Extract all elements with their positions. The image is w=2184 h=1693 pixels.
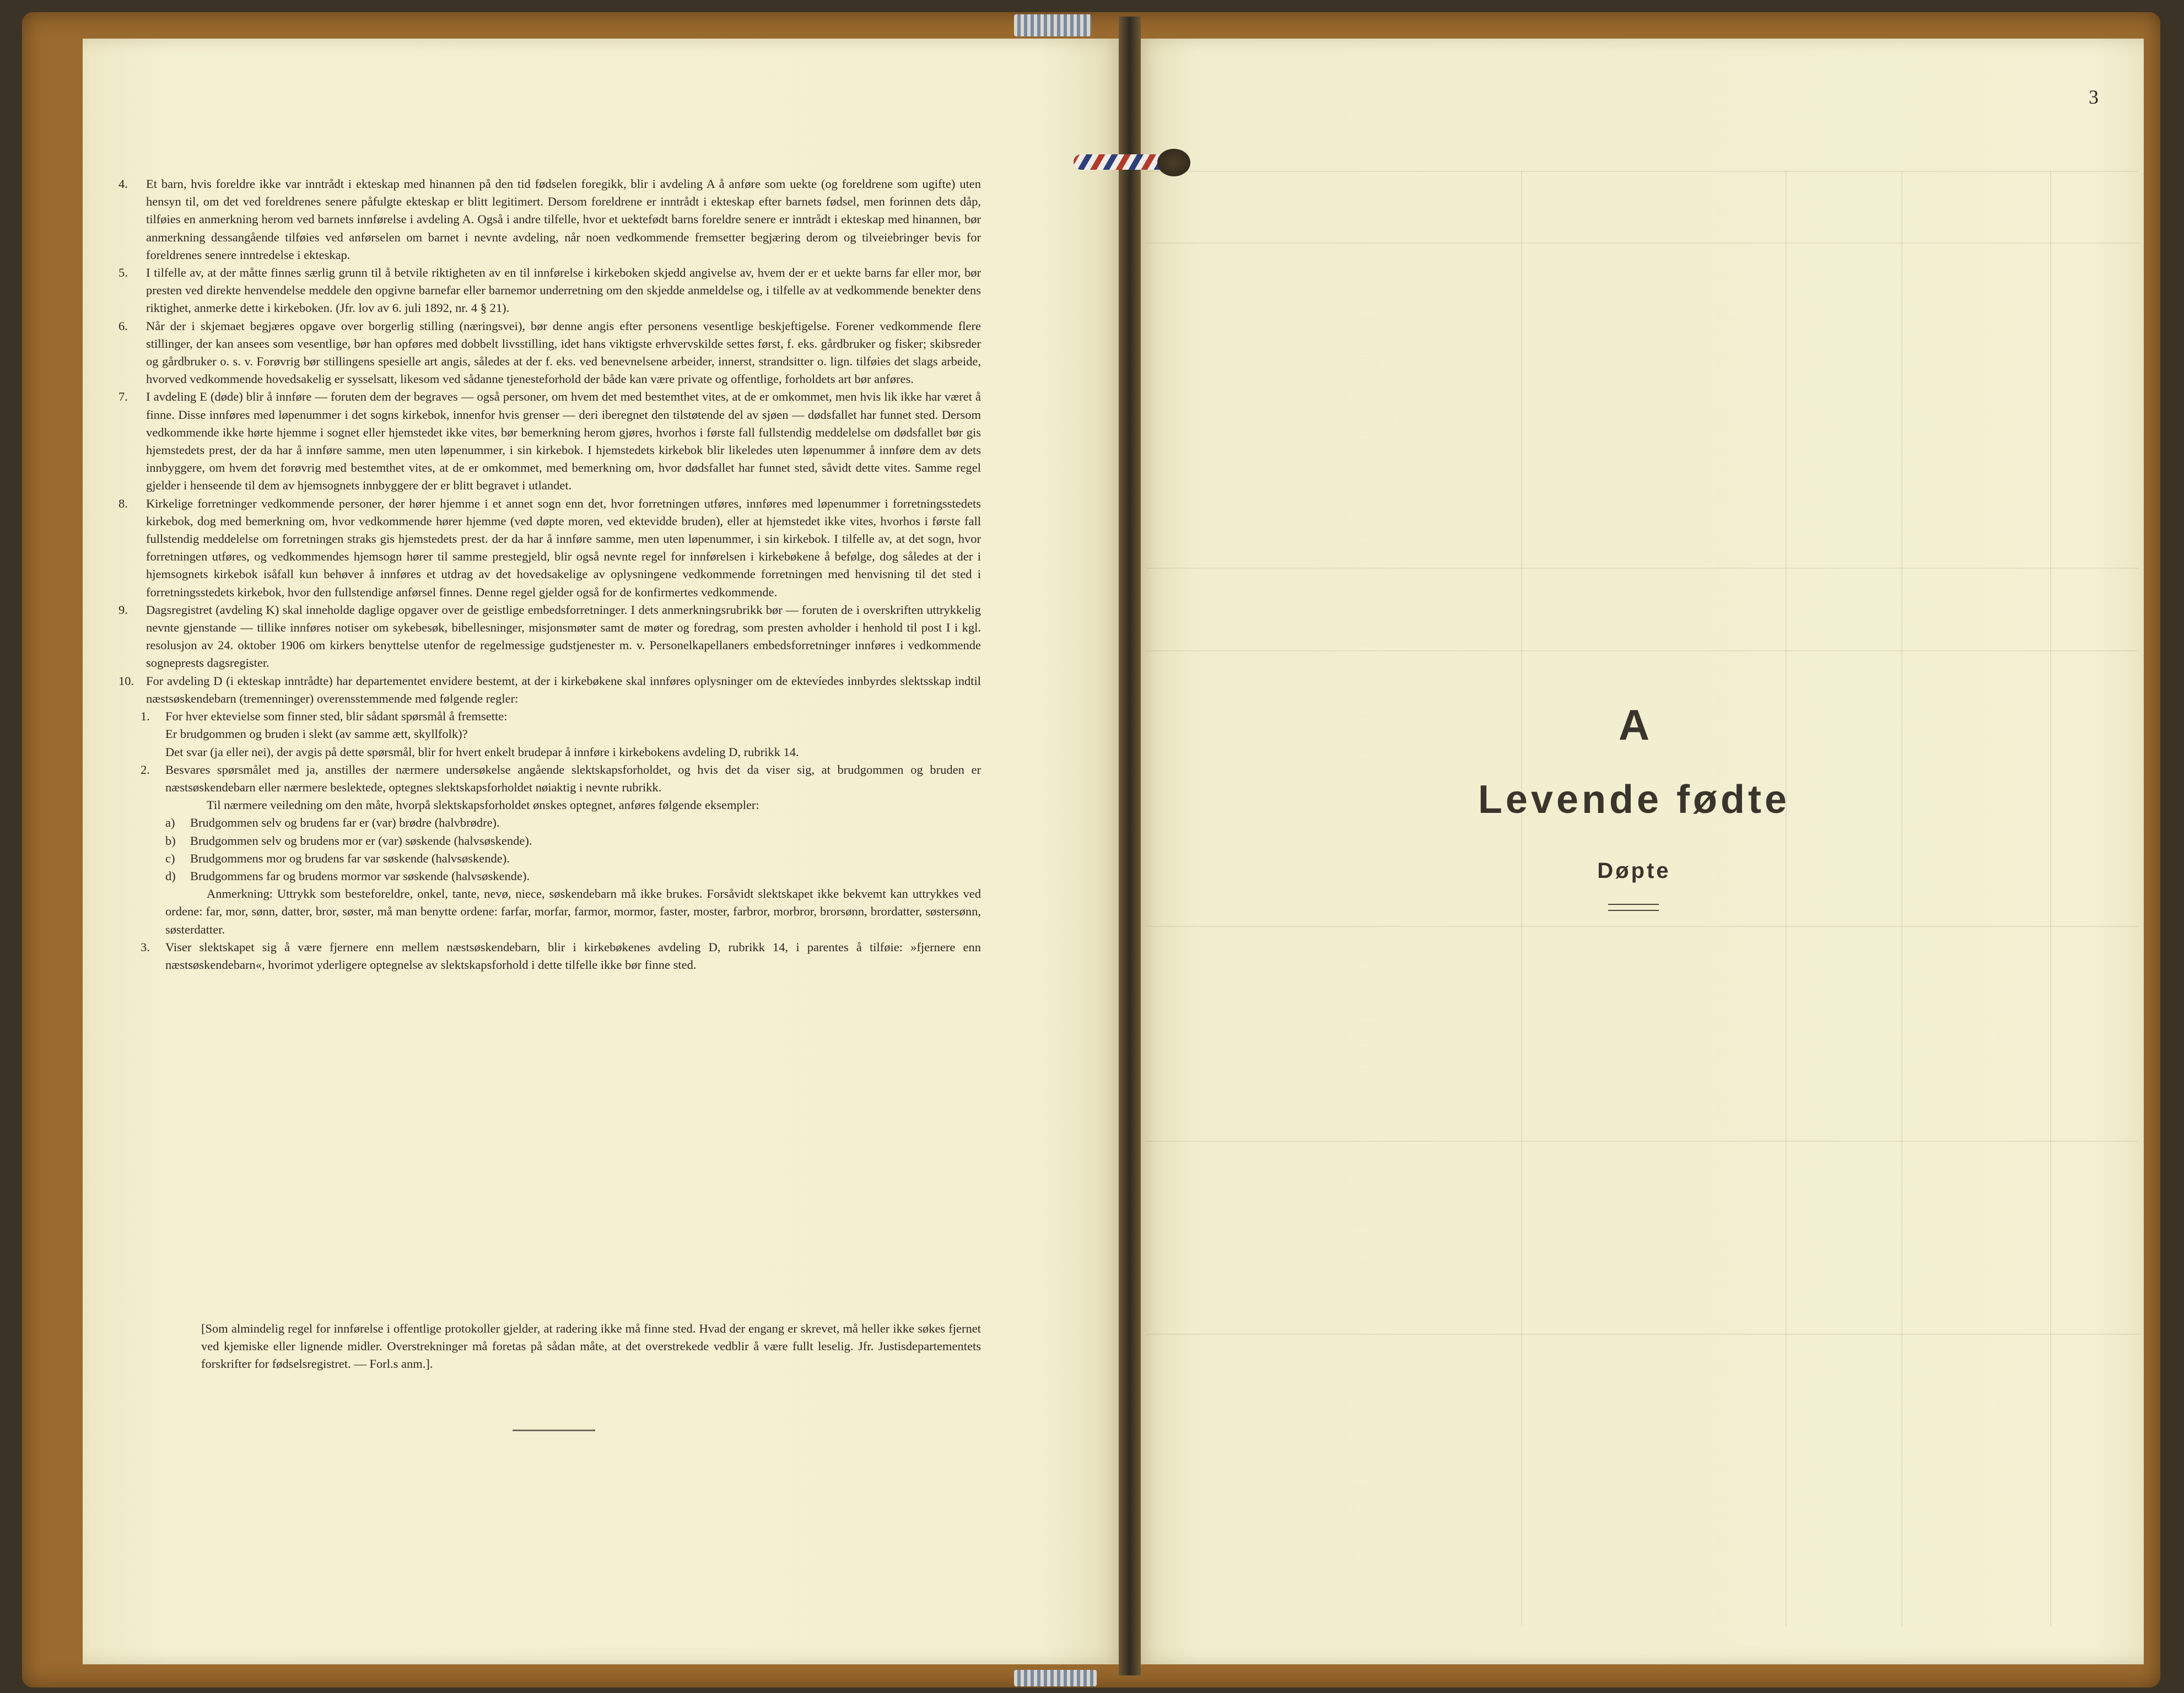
rule-number: 7.	[118, 390, 128, 404]
rule-number: 5.	[118, 266, 128, 280]
sub-rule-number: 1.	[141, 709, 150, 724]
rule-10	[118, 672, 981, 708]
example-text: Brudgommens far og brudens mormor var søskende (halvsøskende).	[190, 869, 530, 883]
rule-6	[118, 317, 981, 389]
divider-line	[513, 1430, 595, 1431]
ghost-line	[1146, 568, 2138, 569]
rule-body: Når der i skjemaet begjæres opgave over borgerlig stilling (næringsvei), bør denne angis efter personens vesentlige beskjeftigelse. Forener vedkommende flere stillinger, der kan ansees som vesentlige, bør han opføres med dobbelt livsstilling, idet hans viktigste erhvervskilde settes først, f. eks. gårdbruker og fisker; skibsreder og gårdbruker o. s. v. Forøvrig bør stillingens spesielle art angis, således at der f. eks. ved benevnelsene arbeider, innerst, strandsitter o. lign. tilføies det slags arbeide, hvorved vedkommende hovedsakelig er sysselsatt, likesom ved sådanne tjenesteforhold der både kan være private og offentlige, forholdets art bør anføres.	[146, 319, 981, 386]
rule-body: For avdeling D (i ekteskap inntrådte) har departementet envidere bestemt, at der i kirkebøkene skal innføres oplysninger om de ektevíedes innbyrdes slektsskap indtil næstsøskendebarn (tremenninger) overensstemmende med følgende regler:	[146, 673, 981, 705]
example-c	[165, 850, 981, 867]
rule-body: Et barn, hvis foreldre ikke var inntrådt i ekteskap med hinannen på den tid fødselen foregikk, blir i avdeling A å anføre som uekte (og foreldrene som ugifte) uten hensyn til, om det ved foreldrenes senere påfulgte ekteskap er blitt legitimert. Dersom foreldrene er inntrådt i ekteskap efter barnets fødsel, men forinnen dets dåp, tilføies en anmerkning herom ved barnets innførelse i avdeling A. Også i andre tilfelle, hvor et uektefødt barns foreldre senere er inntrådt i ekteskap med hinannen, bør anmerkning dessangående tilføies ved anførselen om barnet i nevnte avdeling, når noen vedkommende fremsetter begjæring derom og tilveiebringer bevis for foreldrenes senere inntredelse i ekteskap.	[146, 177, 981, 262]
ghost-line	[1146, 171, 2138, 172]
ghost-line	[2050, 171, 2051, 1626]
right-page	[1135, 39, 2144, 1664]
ghost-line	[1786, 171, 1787, 1626]
rule-number: 10.	[118, 673, 134, 688]
double-rule-ornament	[1608, 904, 1659, 911]
ghost-line	[1146, 1141, 2138, 1142]
sub-rule-body: Besvares spørsmålet med ja, anstilles der nærmere undersøkelse angående slektskapsforholdet, og hvis det da viser sig, at brudgommen og bruden er næstsøskendebarn eller nærmere beslektede, optegnes slektskapsforholdet nøiaktig i nevnte rubrikk.	[165, 762, 981, 794]
rule-9	[118, 601, 981, 672]
sub-rule-number: 2.	[141, 762, 150, 777]
rule-7	[118, 388, 981, 494]
sub-rule-question: Er brudgommen og bruden i slekt (av samme ætt, skyllfolk)?	[165, 727, 468, 741]
example-text: Brudgommens mor og brudens far var søskende (halvsøskende).	[190, 851, 510, 865]
sub-rule-body	[165, 708, 981, 761]
examples-intro: Til nærmere veiledning om den måte, hvorpå slektskapsforholdet ønskes optegnet, anføres følgende eksempler:	[207, 798, 759, 812]
page-number: 3	[2089, 86, 2099, 108]
sub-rule-number: 3.	[141, 940, 150, 954]
spine-binding-bottom	[1014, 1670, 1097, 1686]
spine-binding-top	[1014, 14, 1091, 36]
example-label: c)	[165, 851, 175, 865]
rule-number: 6.	[118, 319, 128, 333]
rule-4	[118, 175, 981, 264]
ghost-line	[1146, 1334, 2138, 1335]
rule-body: Dagsregistret (avdeling K) skal inneholde daglige opgaver over de geistlige embedsforretninger. I dets anmerkningsrubrikk bør — foruten de i overskriften uttrykkelig nevnte gjenstande — tillike innføres notiser om sykebesøk, bibellesninger, misjonsmøter samt de møter og foredrag, som presten avholder i henhold til post I i kgl. resolusjon av 24. oktober 1906 om kirkers benyttelse utenfor de regelmessige gudstjenester m. v. Personelkapellaners embedsforretninger innføres i vedkommende sogneprests dagsregister.	[146, 602, 981, 670]
ghost-line	[1146, 926, 2138, 927]
rule-body: I tilfelle av, at der måtte finnes særlig grunn til å betvile riktigheten av en til innførelse i kirkeboken skjedd angivelse av, hvem der er et uekte barns far eller mor, bør presten ved direkte henvendelse meddele den opgivne barnefar eller barnemor underretning om den skjedde anmeldelse og, i tilfelle av at vedkommende benekter dens riktighet, anmerke dette i kirkeboken. (Jfr. lov av 6. juli 1892, nr. 4 § 21).	[146, 266, 981, 315]
sub-rule-answer: Det svar (ja eller nei), der avgis på dette spørsmål, blir for hvert enkelt brudepar å innføre i kirkebokens avdeling D, rubrikk 14.	[165, 745, 799, 759]
example-text: Brudgommen selv og brudens mor er (var) søskende (halvsøskende).	[190, 833, 532, 848]
example-b	[165, 832, 981, 850]
section-title: Levende fødte	[1477, 778, 1791, 822]
sub-rule-3	[141, 939, 981, 974]
sub-rule-text: For hver ektevielse som finner sted, blir sådant spørsmål å fremsette:	[165, 709, 508, 724]
sub-rule-1	[141, 708, 981, 761]
ghost-line	[1146, 650, 2138, 651]
section-subtitle: Døpte	[1597, 859, 1671, 883]
rule-body: Kirkelige forretninger vedkommende personer, der hører hjemme i et annet sogn enn det, hvor forretningen utføres, innføres med løpenummer i forretningsstedets kirkebok, dog med bemerkning om, hvor vedkommende hører hjemme (ved døpte moren, ved ektevidde bruden), eller at hjemstedet ikke vites, hvorhos i første fall fullstendig meddelelse om forretningen straks gis hjemstedets prest. der da har å innføre samme, men uten løpenummer, i sin kirkebok. I tilfelle av, at det sogn, hvor forretningen utføres, og vedkommendes hjemsogn hører til samme prestegjeld, blir også nevnte regel for innførelsen i kirkebøkene å befølge, dog således at der i hjemsognets kirkebok isåfall kun behøver å innføres et utdrag av det hovedsakelige av oplysningene vedkommende forretningen med henvisning til det sted i forretningsstedets kirkebok, hvor den fullstendige anførsel finnes. Denne regel gjelder også for de konfirmertes vedkommende.	[146, 496, 981, 599]
rule-number: 8.	[118, 496, 128, 510]
example-label: a)	[165, 816, 175, 830]
rules-text	[118, 175, 981, 974]
example-label: b)	[165, 833, 176, 848]
footnote: [Som almindelig regel for innførelse i offentlige protokoller gjelder, at radering ikke må finne sted. Hvad der engang er skrevet, må heller ikke søkes fjernet ved kjemiske eller lignende midler. Overstrekninger må foretas på sådan måte, at det overstrekede vedblir å være fullt leselig. Jfr. Justisdepartementets forskrifter for fødselsregistret. — Forl.s anm.].	[201, 1322, 981, 1371]
rule-5	[118, 264, 981, 317]
bookmark-ribbon-end	[1157, 149, 1190, 176]
rule-number: 9.	[118, 602, 128, 617]
book-gutter	[1119, 17, 1141, 1675]
note-text: Anmerkning: Uttrykk som besteforeldre, onkel, tante, nevø, niece, søskendebarn må ikke brukes. Forsåvidt slektskapet ikke bekvemt kan uttrykkes ved ordene: far, mor, sønn, datter, bror, søster, må man benytte ordene: farfar, morfar, farmor, mormor, faster, moster, farbror, morbror, brorsønn, brordatter, søstersønn, søsterdatter.	[165, 887, 981, 936]
ghost-line	[1146, 242, 2138, 244]
example-a	[165, 814, 981, 832]
rule-8	[118, 495, 981, 601]
section-letter: A	[1618, 700, 1650, 749]
rule-body: I avdeling E (døde) blir å innføre — foruten dem der begraves — også personer, om hvem det med bestemthet vites, at de er omkommet, men hvis lik ikke har været å finne. Disse innføres med løpenummer i det sogns kirkebok, innenfor hvis grenser — deri iberegnet den tilstøtende del av sjøen — dødsfallet har funnet sted. Dersom vedkommende ikke hørte hjemme i sognet eller hjemstedet ikke vites, bør bemerkning herom gjøres, hvorhos i første fall fullstendig meddelelse om dødsfallet bør gis hjemstedets prest, der da har å innføre samme, men uten løpenummer, i sin kirkebok. I hjemstedets kirkebok blir likeledes uten løpenummer å innføre dem av dets innbyggere, om hvem det forøvrig med bestemthet vites, at de er omkommet, med bemerkning om, hvor dødsfallet har funnet sted, såvidt dette vites. Samme regel gjelder i henseende til dem av hjemsognets innbyggere der er blitt begravet i utlandet.	[146, 390, 981, 493]
rule-number: 4.	[118, 177, 128, 191]
sub-rule-2	[141, 761, 981, 796]
example-label: d)	[165, 869, 176, 883]
ghost-line	[1901, 171, 1902, 1626]
sub-rule-body: Viser slektskapet sig å være fjernere enn mellem næstsøskendebarn, blir i kirkebøkenes avdeling D, rubrikk 14, i parentes å tilføie: »fjernere enn næstsøskendebarn«, hvorimot yderligere optegnelse av slektskapsforhold i dette tilfelle ikke bør finne sted.	[165, 940, 981, 972]
example-text: Brudgommen selv og brudens far er (var) brødre (halvbrødre).	[190, 816, 500, 830]
ghost-line	[1521, 171, 1522, 1626]
example-d	[165, 867, 981, 885]
